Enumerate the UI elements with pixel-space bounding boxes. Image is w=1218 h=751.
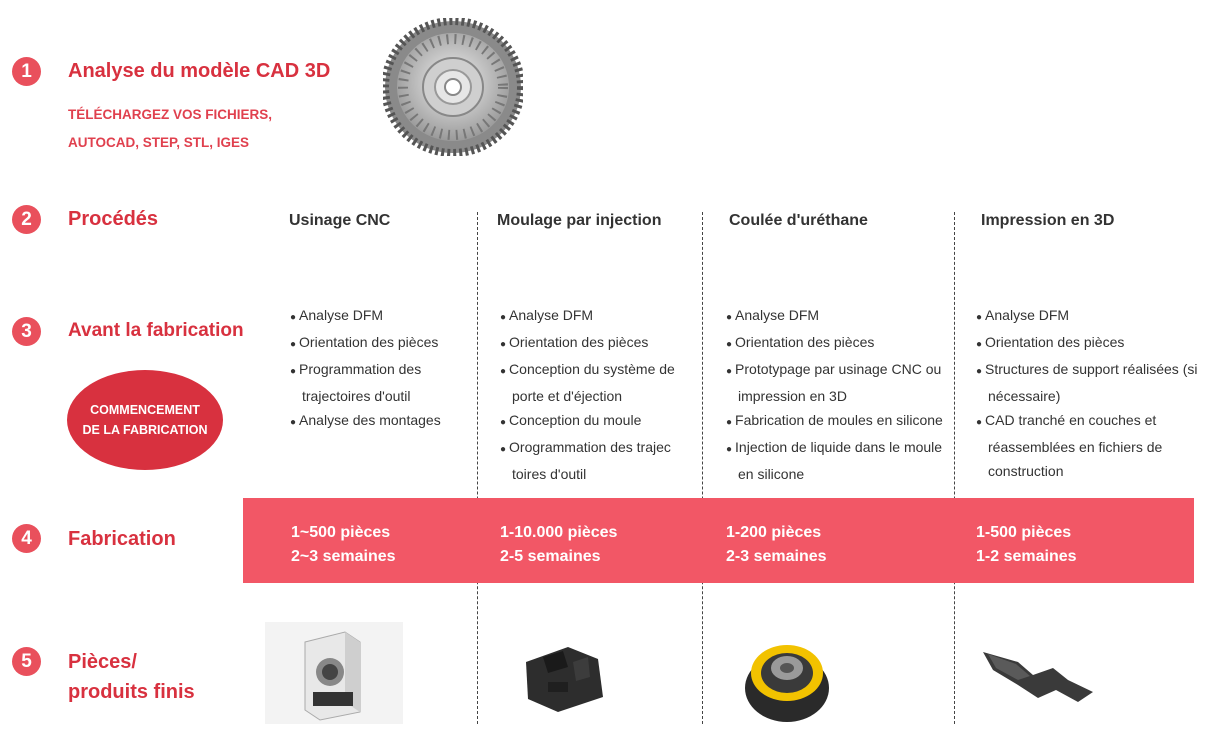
start-fabrication-badge <box>67 370 223 470</box>
upload-formats-line1: TÉLÉCHARGEZ VOS FICHIERS, <box>68 107 273 122</box>
urethane-pre-fab-list <box>726 303 948 486</box>
list-item: ● Prototypage par usinage CNC ou impression en 3D <box>726 357 948 408</box>
process-cnc-header: Usinage CNC <box>289 212 391 229</box>
column-divider-1 <box>477 212 478 724</box>
column-divider-2 <box>702 212 703 724</box>
process-urethane-header: Coulée d'uréthane <box>729 212 868 229</box>
3d-printing-quantity: 1-500 pièces <box>976 524 1072 541</box>
column-divider-3 <box>954 212 955 724</box>
list-item: ● CAD tranché en couches et réassemblées en fichiers de construction <box>976 408 1198 483</box>
urethane-cast-part-icon <box>742 628 832 728</box>
list-item: ● Conception du système de porte et d'éjection <box>500 357 695 408</box>
list-item: ● Orientation des pièces <box>290 330 470 357</box>
injection-quantity: 1-10.000 pièces <box>500 524 618 541</box>
step-title-finished-parts-line1: Pièces/ <box>68 651 137 673</box>
urethane-fabrication-info <box>726 521 827 569</box>
injection-pre-fab-list <box>500 303 695 486</box>
step-number-2: 2 <box>12 205 41 234</box>
gear-wheel-cad-model-icon <box>383 18 523 156</box>
cnc-lead-time: 2~3 semaines <box>291 548 396 565</box>
list-item: ● Orientation des pièces <box>976 330 1198 357</box>
step-title-processes: Procédés <box>68 208 159 230</box>
step-number-3: 3 <box>12 317 41 346</box>
3d-printed-part-icon <box>978 640 1103 720</box>
start-badge-line2: DE LA FABRICATION <box>82 423 208 437</box>
step-title-finished-parts-line2: produits finis <box>68 681 195 703</box>
list-item: ● Fabrication de moules en silicone <box>726 408 948 435</box>
step-title-fabrication: Fabrication <box>68 528 176 550</box>
list-item: ● Analyse DFM <box>290 303 470 330</box>
cnc-machined-part-icon <box>265 622 403 724</box>
step-number-5: 5 <box>12 647 41 676</box>
3d-printing-fabrication-info <box>976 521 1077 569</box>
upload-formats-line2: AUTOCAD, STEP, STL, IGES <box>68 135 250 150</box>
list-item: ● Programmation des trajectoires d'outil <box>290 357 470 408</box>
list-item: ● Orientation des pièces <box>500 330 695 357</box>
step-title-pre-fabrication: Avant la fabrication <box>68 320 244 341</box>
injection-molded-part-icon <box>518 637 608 717</box>
3d-printing-pre-fab-list <box>976 303 1198 483</box>
urethane-quantity: 1-200 pièces <box>726 524 822 541</box>
injection-lead-time: 2-5 semaines <box>500 548 601 565</box>
list-item: ● Analyse DFM <box>726 303 948 330</box>
cnc-pre-fab-list <box>290 303 470 435</box>
step-title-cad-analysis: Analyse du modèle CAD 3D <box>68 60 331 82</box>
list-item: ● Analyse DFM <box>500 303 695 330</box>
urethane-lead-time: 2-3 semaines <box>726 548 827 565</box>
process-3d-printing-header: Impression en 3D <box>981 212 1115 229</box>
list-item: ● Analyse des montages <box>290 408 470 435</box>
list-item: ● Conception du moule <box>500 408 695 435</box>
list-item: ● Orientation des pièces <box>726 330 948 357</box>
list-item: ● Structures de support réalisées (si nécessaire) <box>976 357 1198 408</box>
list-item: ● Orogrammation des trajec toires d'outil <box>500 435 695 486</box>
list-item: ● Injection de liquide dans le moule en silicone <box>726 435 948 486</box>
injection-fabrication-info <box>500 521 617 569</box>
step-number-1: 1 <box>12 57 41 86</box>
start-badge-line1: COMMENCEMENT <box>90 403 200 417</box>
3d-printing-lead-time: 1-2 semaines <box>976 548 1077 565</box>
cnc-fabrication-info <box>291 521 396 569</box>
step-number-4: 4 <box>12 524 41 553</box>
list-item: ● Analyse DFM <box>976 303 1198 330</box>
cnc-quantity: 1~500 pièces <box>291 524 391 541</box>
process-injection-header: Moulage par injection <box>497 212 662 229</box>
